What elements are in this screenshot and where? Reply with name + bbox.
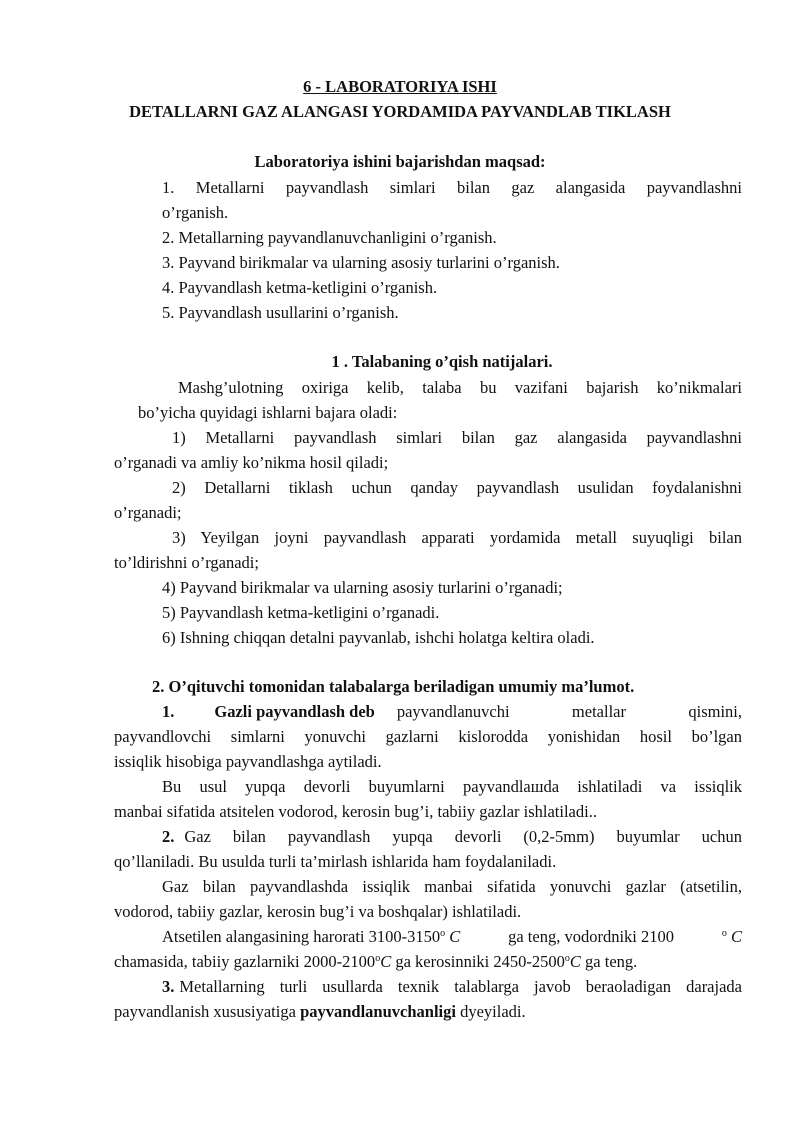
temperature-tail	[722, 926, 742, 948]
page-title: 6 - LABORATORIYA ISHI	[303, 77, 497, 96]
paragraph-number: 1.	[162, 702, 175, 721]
paragraph-text: payvandlanuvchi metallar qismini,	[396, 702, 742, 721]
term-gas-welding: Gazli payvandlash deb	[214, 702, 375, 721]
celsius-unit: C	[730, 927, 742, 946]
outcome-5: 5) Payvandlash ketma-ketligini o’rganadi.	[162, 603, 440, 622]
paragraph-text: qo’llaniladi. Bu usulda turli ta’mirlash ishlarida ham foydalaniladi.	[114, 852, 557, 871]
outcome-1: 1) Metallarni payvandlash simlari bilan gaz alangasida payvandlashni	[172, 428, 742, 447]
celsius-unit: C	[569, 952, 581, 971]
purpose-item-2: 2. Metallarning payvandlanuvchanligini o’rganish.	[162, 228, 497, 247]
section1-heading: 1 . Talabaning o’qish natijalari.	[331, 352, 553, 371]
paragraph-text: vodorod, tabiiy gazlar, kerosin bug’i va boshqalar) ishlatiladi.	[114, 902, 522, 921]
outcome-3-cont: to’ldirishni o’rganadi;	[114, 553, 259, 572]
paragraph-text: issiqlik hisobiga payvandlashga aytiladi.	[114, 752, 382, 771]
paragraph-flame-temperature-cont	[114, 951, 637, 973]
page-subtitle: DETALLARNI GAZ ALANGASI YORDAMIDA PAYVANDLAB TIKLASH	[129, 102, 671, 121]
paragraph-text: Metallarning turli usullarda texnik talablarga javob beraoladigan darajada	[179, 977, 742, 996]
section1-intro: Mashg’ulotning oxiriga kelib, talaba bu vazifani bajarish ko’nikmalari	[178, 378, 742, 397]
outcome-2-cont: o’rganadi;	[114, 503, 182, 522]
temperature-acetylene: Atsetilen alangasining harorati 3100-3150	[162, 927, 441, 946]
purpose-item-1: 1. Metallarni payvandlash simlari bilan gaz alangasida payvandlashni	[162, 178, 742, 197]
outcome-1-cont: o’rganadi va amliy ko’nikma hosil qiladi;	[114, 453, 389, 472]
temperature-text: ga teng, vodordniki 2100	[508, 927, 675, 946]
paragraph-thin-walled	[162, 826, 742, 848]
degree-sign: o	[564, 953, 570, 964]
paragraph-text: ga teng.	[585, 952, 638, 971]
temperature-text	[162, 926, 460, 948]
purpose-item-4: 4. Payvandlash ketma-ketligini o’rganish.	[162, 278, 438, 297]
outcome-2: 2) Detallarni tiklash uchun qanday payvandlash usulidan foydalanishni	[172, 478, 742, 497]
degree-sign: o	[721, 928, 727, 939]
section2-heading: 2. O’qituvchi tomonidan talabalarga beriladigan umumiy ma’lumot.	[152, 677, 635, 696]
paragraph-text: manbai sifatida atsitelen vodorod, kerosin bug’i, tabiiy gazlar ishlatiladi..	[114, 802, 597, 821]
paragraph-text: payvandlovchi simlarni yonuvchi gazlarni kislorodda yonishidan hosil bo’lgan	[114, 727, 742, 746]
celsius-unit: C	[380, 952, 392, 971]
degree-sign: o	[440, 928, 446, 939]
paragraph-number: 3.	[162, 977, 175, 996]
paragraph-weldability-cont	[114, 1001, 526, 1023]
section1-intro-cont: bo’yicha quyidagi ishlarni bajara oladi:	[138, 403, 398, 422]
celsius-unit: C	[449, 927, 461, 946]
purpose-heading: Laboratoriya ishini bajarishdan maqsad:	[254, 152, 546, 171]
degree-sign: o	[375, 953, 381, 964]
paragraph-text: Bu usul yupqa devorli buyumlarni payvandlaшda ishlatiladi va issiqlik	[162, 777, 742, 796]
purpose-item-5: 5. Payvandlash usullarini o’rganish.	[162, 303, 399, 322]
purpose-item-1-cont: o’rganish.	[162, 203, 229, 222]
paragraph-gas-welding-definition	[162, 701, 742, 723]
outcome-4: 4) Payvand birikmalar va ularning asosiy turlarini o’rganadi;	[162, 578, 563, 597]
paragraph-flame-temperature	[162, 926, 742, 948]
outcome-3: 3) Yeyilgan joyni payvandlash apparati yordamida metall suyuqligi bilan	[172, 528, 742, 547]
temperature-natural-gas: chamasida, tabiiy gazlarniki 2000-2100	[114, 952, 376, 971]
purpose-item-3: 3. Payvand birikmalar va ularning asosiy turlarini o’rganish.	[162, 253, 560, 272]
temperature-kerosene: ga kerosinniki 2450-2500	[395, 952, 565, 971]
paragraph-text: dyeyiladi.	[460, 1002, 526, 1021]
paragraph-text: payvandlanish xususiyatiga	[114, 1002, 296, 1021]
paragraph-weldability	[162, 976, 742, 998]
outcome-6: 6) Ishning chiqqan detalni payvanlab, ishchi holatga keltira oladi.	[162, 628, 595, 647]
paragraph-text: Gaz bilan payvandlashda issiqlik manbai sifatida yonuvchi gazlar (atsetilin,	[162, 877, 742, 896]
paragraph-number: 2.	[162, 827, 175, 846]
term-weldability: payvandlanuvchanligi	[300, 1002, 456, 1021]
paragraph-text: Gaz bilan payvandlash yupqa devorli (0,2-5mm) buyumlar uchun	[184, 827, 742, 846]
